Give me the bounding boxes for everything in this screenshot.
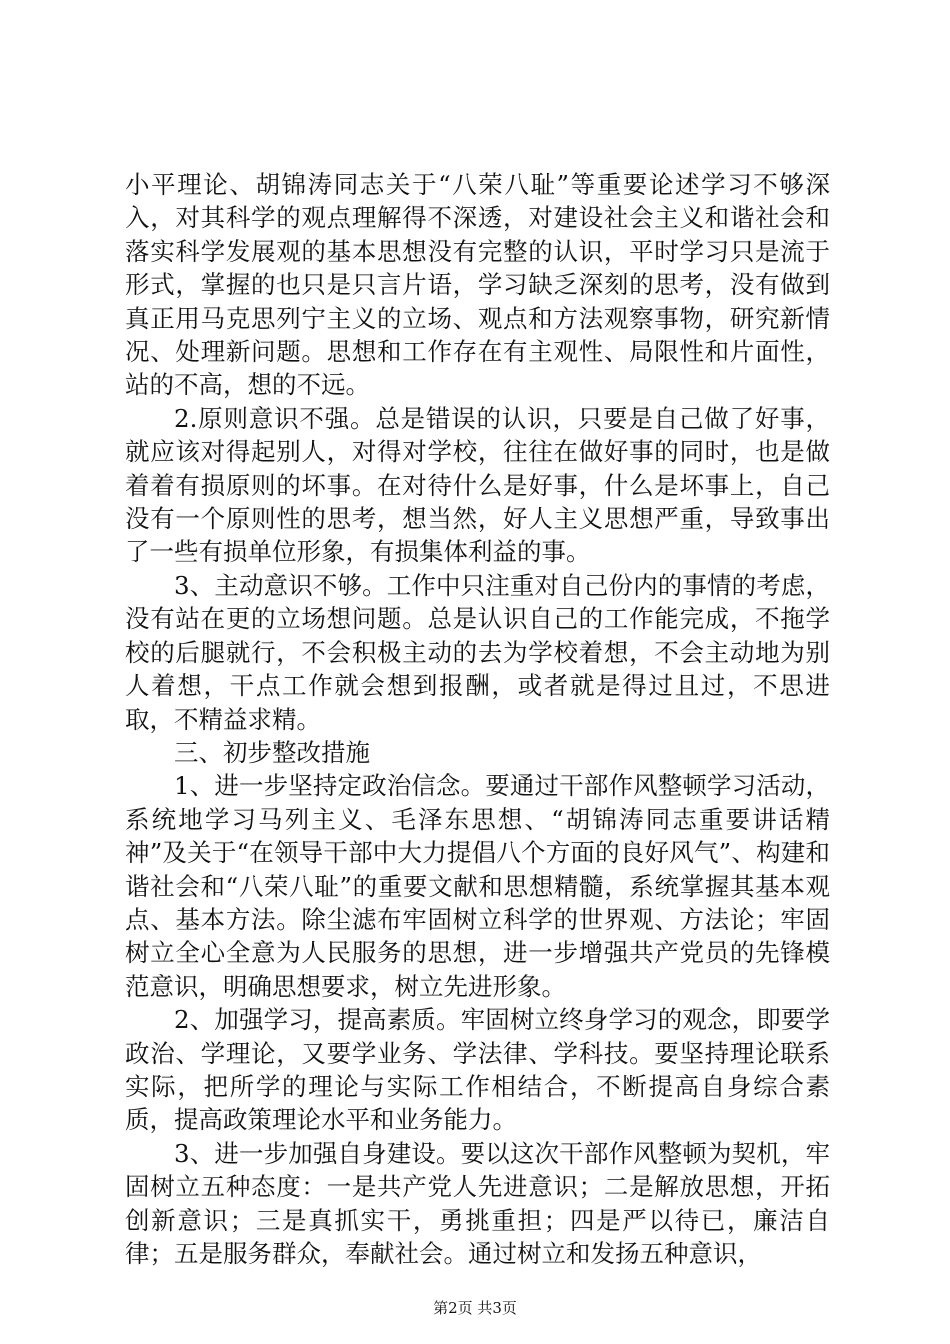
page-number-footer: 第2页 共3页: [433, 1299, 517, 1317]
paragraph-principle-awareness: 2.原则意识不强。总是错误的认识，只要是自己做了好事，就应该对得起别人，对得对学校，往往在做好事的同时，也是做着着有损原则的坏事。在对待什么是好事，什么是坏事上，自己没有一个原则性的思考，想当然，好人主义思想严重，导致事出了一些有损单位形象，有损集体利益的事。: [125, 403, 830, 567]
document-body: [125, 168, 830, 1270]
paragraph-strengthen-learning: 2、加强学习，提高素质。牢固树立终身学习的观念，即要学政治、学理论，又要学业务、学法律、学科技。要坚持理论联系实际，把所学的理论与实际工作相结合，不断提高自身综合素质，提高政策理论水平和业务能力。: [125, 1005, 830, 1135]
paragraph-continuation: 小平理论、胡锦涛同志关于“八荣八耻”等重要论述学习不够深入，对其科学的观点理解得不深透，对建设社会主义和谐社会和落实科学发展观的基本思想没有完整的认识，平时学习只是流于形式，掌握的也只是只言片语，学习缺乏深刻的思考，没有做到真正用马克思列宁主义的立场、观点和方法观察事物，研究新情况、处理新问题。思想和工作存在有主观性、局限性和片面性，站的不高，想的不远。: [125, 170, 830, 400]
section-heading-rectification: 三、初步整改措施: [174, 737, 370, 767]
paragraph-self-construction: 3、进一步加强自身建设。要以这次干部作风整顿为契机，牢固树立五种态度：一是共产党人先进意识；二是解放思想，开拓创新意识；三是真抓实干，勇挑重担；四是严以待已，廉洁自律；五是服务群众，奉献社会。通过树立和发扬五种意识，: [125, 1138, 830, 1268]
paragraph-political-belief: 1、进一步坚持定政治信念。要通过干部作风整顿学习活动，系统地学习马列主义、毛泽东思想、“胡锦涛同志重要讲话精神”及关于“在领导干部中大力提倡八个方面的良好风气”、构建和谐社会和“八荣八耻”的重要文献和思想精髓，系统掌握其基本观点、基本方法。除尘滤布牢固树立科学的世界观、方法论；牢固树立全心全意为人民服务的思想，进一步增强共产党员的先锋模范意识，明确思想要求，树立先进形象。: [125, 771, 830, 1001]
paragraph-initiative-awareness: 3、主动意识不够。工作中只注重对自己份内的事情的考虑，没有站在更的立场想问题。总是认识自己的工作能完成，不拖学校的后腿就行，不会积极主动的去为学校着想，不会主动地为别人着想，干点工作就会想到报酬，或者就是得过且过，不思进取，不精益求精。: [125, 570, 830, 734]
